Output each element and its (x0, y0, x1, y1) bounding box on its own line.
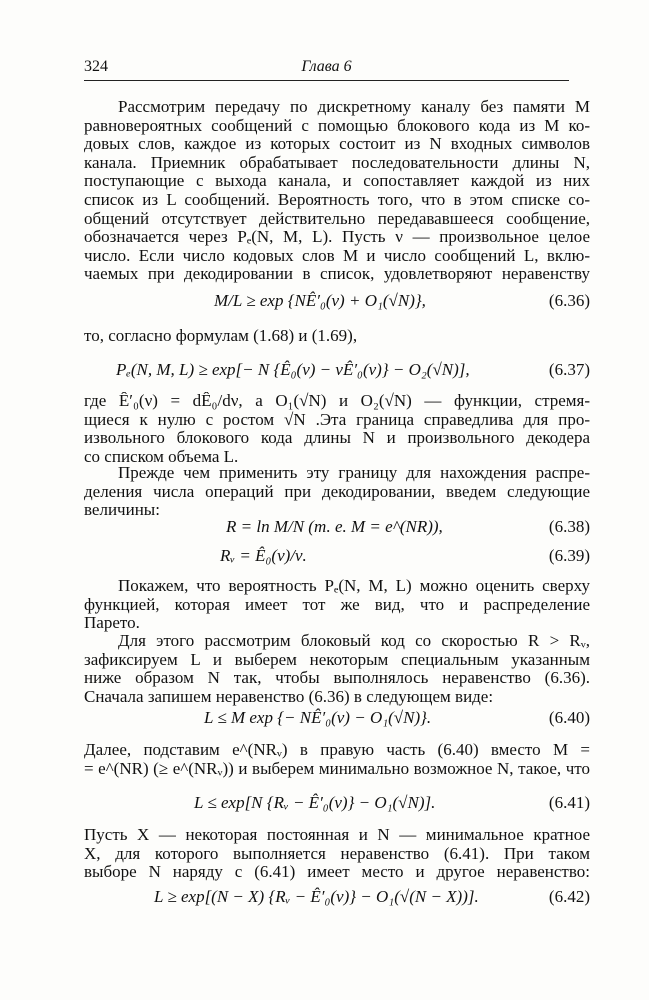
text-line: канала. Приемник обрабатывает последовательности длины N, (84, 153, 590, 172)
text-line: выборе N наряду с (6.41) имеет место и другое неравенство: (84, 863, 590, 882)
paragraph-6 (84, 632, 590, 706)
equation-6-40 (84, 705, 590, 731)
text-line: Прежде чем применить эту границу для нахождения распре- (118, 464, 590, 482)
paragraph-8 (84, 826, 590, 882)
equation-number: (6.40) (548, 708, 590, 727)
text-line: список из L сообщений. Вероятность того, что в этом списке со- (84, 190, 590, 209)
text-line: величины: (84, 501, 160, 520)
equation-number: (6.37) (548, 360, 590, 379)
equation-6-42 (84, 884, 590, 910)
text-line: Далее, подставим e^(NRᵥ) в правую часть (6.40) вместо M = (84, 741, 590, 759)
text-line: со списком объема L. (84, 447, 239, 466)
text-line: число. Если число кодовых слов M и число сообщений L, вклю- (84, 246, 590, 265)
text-line: общений отсутствует действительно передававшееся сообщение, (84, 209, 590, 228)
text-line: довых слов, каждое из которых состоит из N входных символов (84, 135, 590, 154)
equation-formula: Rᵥ = Ê₀(ν)/ν. (220, 546, 307, 565)
equation-6-39 (84, 543, 590, 569)
equation-number: (6.36) (548, 291, 590, 310)
page-header (84, 58, 569, 80)
text-line: где Ê′₀(ν) = dÊ₀/dν, а O₁(√N) и O₂(√N) — функции, стремя- (84, 392, 590, 410)
text-line: то, согласно формулам (1.68) и (1.69), (84, 327, 358, 345)
equation-formula: Pₑ(N, M, L) ≥ exp[− N {Ê₀(ν) − νÊ′₀(ν)} − O₂(√N)], (116, 360, 470, 379)
text-line: щиеся к нулю с ростом √N .Эта граница справедлива для про- (84, 410, 590, 429)
paragraph-2 (84, 327, 590, 346)
equation-number: (6.38) (548, 517, 590, 536)
paragraph-7 (84, 741, 590, 778)
equation-6-36 (84, 288, 590, 314)
text-line: функцией, которая имеет тот же вид, что и распределение (84, 595, 590, 614)
text-line: Сначала запишем неравенство (6.36) в следующем виде: (84, 687, 494, 706)
paragraph-3 (84, 392, 590, 466)
text-line: X, для которого выполняется неравенство (6.41). При таком (84, 844, 590, 863)
equation-6-38 (84, 514, 590, 540)
paragraph-4 (84, 464, 590, 520)
text-line: ниже образом N так, чтобы выполнялось неравенство (6.36). (84, 669, 590, 688)
equation-formula: L ≥ exp[(N − X) {Rᵥ − Ê′₀(ν)} − O₁(√(N − X))]. (154, 887, 479, 906)
equation-number: (6.41) (548, 793, 590, 812)
text-line: Рассмотрим передачу по дискретному каналу без памяти M (118, 98, 590, 116)
text-line: зафиксируем L и выберем некоторым специальным указанным (84, 650, 590, 669)
text-line: чаемых при декодировании в список, удовлетворяют неравенству (84, 265, 590, 284)
equation-6-37 (84, 357, 590, 383)
text-line: поступающие с выхода канала, и сопоставляет каждой из них (84, 172, 590, 191)
equation-formula: L ≤ M exp {− NÊ′₀(ν) − O₁(√N)}. (204, 708, 432, 727)
equation-formula: R = ln M/N (т. е. M = e^(NR)), (226, 517, 443, 536)
text-line: Для этого рассмотрим блоковый код со скоростью R > Rᵥ, (118, 632, 590, 650)
text-line: равновероятных сообщений с помощью блокового кода из M ко- (84, 116, 590, 135)
chapter-title: Глава 6 (301, 58, 352, 75)
paragraph-1 (84, 98, 590, 284)
text-line: Парето. (84, 614, 140, 633)
text-line: деления числа операций при декодировании, введем следующие (84, 482, 590, 501)
paragraph-5 (84, 577, 590, 633)
header-rule (84, 80, 569, 81)
equation-6-41 (84, 790, 590, 816)
text-line: = e^(NR) (≥ e^(NRᵥ)) и выберем минимально возможное N, такое, что (84, 759, 590, 778)
equation-number: (6.42) (548, 887, 590, 906)
equation-number: (6.39) (548, 546, 590, 565)
text-line: обозначается через Pₑ(N, M, L). Пусть ν — произвольное целое (84, 228, 590, 247)
equation-formula: M/L ≥ exp {NÊ′₀(ν) + O₁(√N)}, (214, 291, 426, 310)
text-line: извольного блокового кода длины N и произвольного декодера (84, 429, 590, 448)
equation-formula: L ≤ exp[N {Rᵥ − Ê′₀(ν)} − O₁(√N)]. (194, 793, 436, 812)
text-line: Пусть X — некоторая постоянная и N — минимальное кратное (84, 826, 590, 844)
page-number: 324 (84, 58, 108, 75)
text-line: Покажем, что вероятность Pₑ(N, M, L) можно оценить сверху (118, 577, 590, 595)
